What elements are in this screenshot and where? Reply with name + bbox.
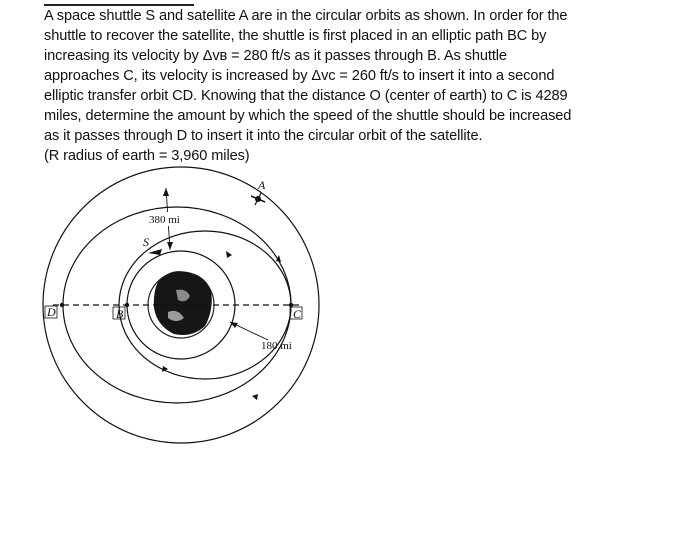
problem-line-6: miles, determine the amount by which the speed of the shuttle should be increased xyxy=(44,108,572,124)
satellite-icon xyxy=(251,193,265,205)
problem-line-7: as it passes through D to insert it into the circular orbit of the satellite. xyxy=(44,128,483,144)
point-D xyxy=(60,303,64,307)
shuttle-icon xyxy=(148,249,162,255)
dimension-180 xyxy=(230,322,268,340)
label-180-mi: 180 mi xyxy=(261,340,292,352)
problem-line-8: (R radius of earth = 3,960 miles) xyxy=(44,148,250,164)
problem-line-3: increasing its velocity by Δvʙ = 280 ft/s as it passes through B. As shuttle xyxy=(44,48,507,64)
point-B xyxy=(125,303,129,307)
label-A: A xyxy=(258,178,266,192)
problem-line-4: approaches C, its velocity is increased by Δvc = 260 ft/s to insert it into a second xyxy=(44,68,555,84)
problem-line-5: elliptic transfer orbit CD. Knowing that the distance O (center of earth) to C is 4289 xyxy=(44,88,568,104)
problem-line-2: shuttle to recover the satellite, the shuttle is first placed in an elliptic path BC by xyxy=(44,28,547,44)
label-S: S xyxy=(143,235,149,249)
problem-line-1: A space shuttle S and satellite A are in the circular orbits as shown. In order for the xyxy=(44,8,568,24)
label-B: B xyxy=(116,307,124,321)
label-D: D xyxy=(47,305,56,319)
label-380-mi: 380 mi xyxy=(149,214,180,226)
label-C: C xyxy=(293,307,302,321)
